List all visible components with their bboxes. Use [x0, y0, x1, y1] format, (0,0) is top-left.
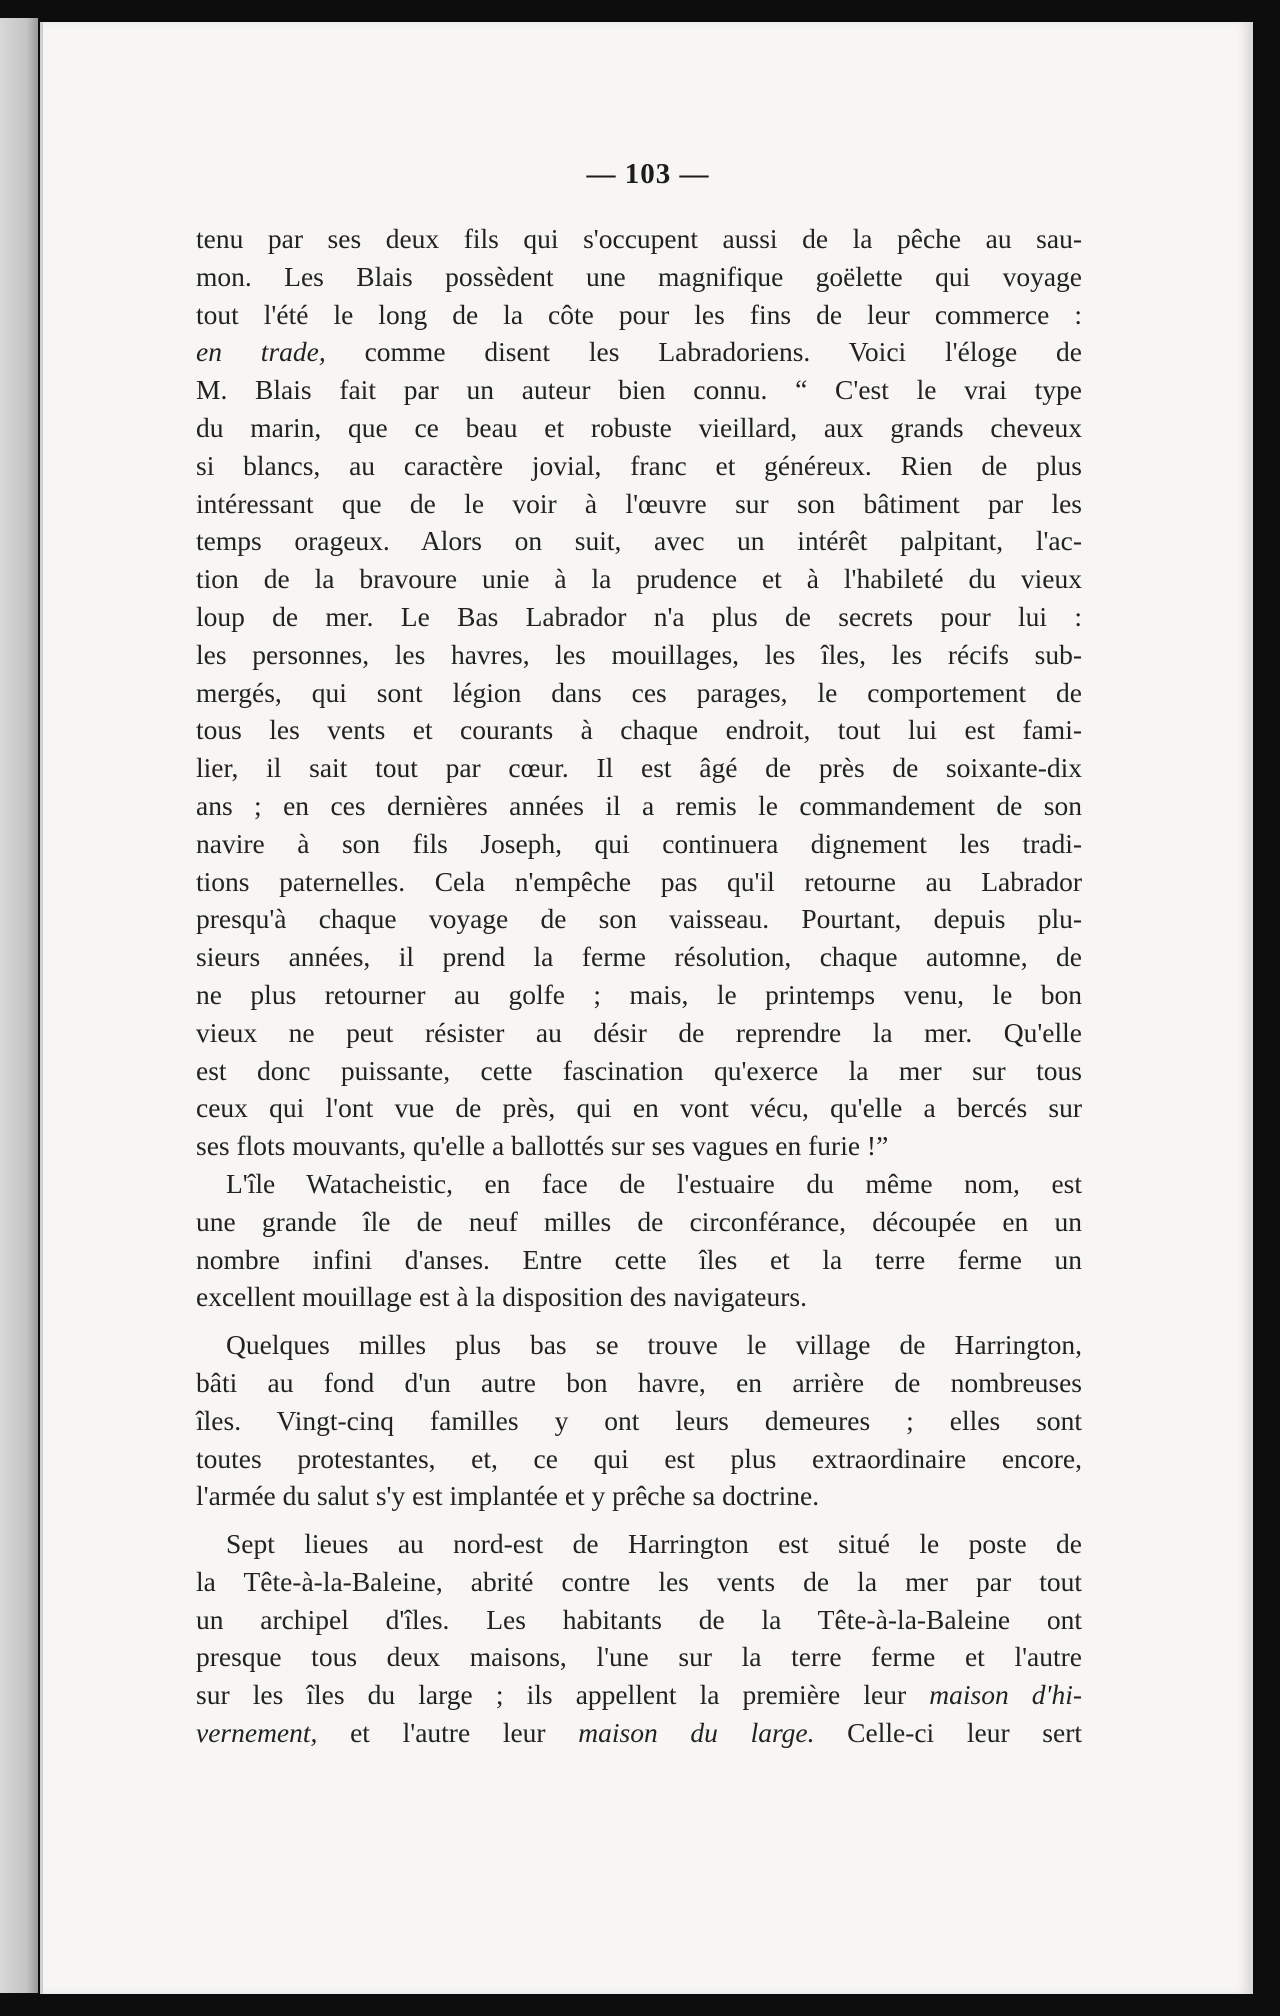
line-text: tions paternelles. Cela n'empêche pas qu'il retourne au Labrador	[196, 865, 1082, 897]
text-line	[196, 938, 1082, 976]
text-line	[196, 1014, 1082, 1052]
line-text: bâti au fond d'un autre bon havre, en arrière de nombreuses	[196, 1366, 1082, 1398]
line-text: sieurs années, il prend la ferme résolution, chaque automne, de	[196, 941, 1082, 973]
text-line	[196, 220, 1082, 258]
text-line	[196, 1402, 1082, 1440]
italic-text: maison du large.	[578, 1717, 815, 1749]
text-line	[196, 787, 1082, 825]
text-line	[196, 1052, 1082, 1090]
text-line	[196, 258, 1082, 296]
line-text: Quelques milles plus bas se trouve le village de Harrington,	[226, 1329, 1082, 1361]
text-line	[196, 749, 1082, 787]
line-text: les personnes, les havres, les mouillages, les îles, les récifs sub-	[196, 638, 1082, 670]
text-line	[196, 1326, 1082, 1364]
text-line	[196, 900, 1082, 938]
text-line	[196, 636, 1082, 674]
line-text: ne plus retourner au golfe ; mais, le printemps venu, le bon	[196, 978, 1082, 1010]
line-text: Sept lieues au nord-est de Harrington est situé le poste de	[226, 1528, 1082, 1560]
line-text: presqu'à chaque voyage de son vaisseau. Pourtant, depuis plu-	[196, 903, 1082, 935]
text-line	[196, 1203, 1082, 1241]
text-line	[196, 674, 1082, 712]
text-line	[196, 560, 1082, 598]
text-line	[196, 1364, 1082, 1402]
text-line	[196, 1440, 1082, 1478]
line-text: mon. Les Blais possèdent une magnifique goëlette qui voyage	[196, 260, 1082, 292]
book-page	[40, 22, 1253, 1994]
italic-text: maison d'hi-	[929, 1679, 1082, 1711]
line-text: tous les vents et courants à chaque endroit, tout lui est fami-	[196, 714, 1082, 746]
text-line	[196, 1601, 1082, 1639]
line-text: tion de la bravoure unie à la prudence et à l'habileté du vieux	[196, 563, 1082, 595]
text-line	[196, 1127, 1082, 1165]
line-text: intéressant que de le voir à l'œuvre sur son bâtiment par les	[196, 487, 1082, 519]
line-text: excellent mouillage est à la disposition des navigateurs.	[196, 1281, 807, 1313]
text-line	[196, 1676, 1082, 1714]
text-line	[196, 296, 1082, 334]
line-text: tout l'été le long de la côte pour les fins de leur commerce :	[196, 298, 1082, 330]
text-line	[196, 522, 1082, 560]
text-line	[196, 598, 1082, 636]
text-line	[196, 1089, 1082, 1127]
text-line	[196, 1563, 1082, 1601]
line-text: l'armée du salut s'y est implantée et y prêche sa doctrine.	[196, 1480, 820, 1512]
text-line	[196, 1165, 1082, 1203]
line-text: un archipel d'îles. Les habitants de la Tête-à-la-Baleine ont	[196, 1603, 1082, 1635]
line-text: ans ; en ces dernières années il a remis le commandement de son	[196, 789, 1082, 821]
line-text: M. Blais fait par un auteur bien connu. “ C'est le vrai type	[196, 374, 1082, 406]
line-text: la Tête-à-la-Baleine, abrité contre les vents de la mer par tout	[196, 1565, 1082, 1597]
text-line	[196, 1241, 1082, 1279]
line-text: nombre infini d'anses. Entre cette îles et la terre ferme un	[196, 1243, 1082, 1275]
text-line	[196, 711, 1082, 749]
line-text: presque tous deux maisons, l'une sur la terre ferme et l'autre	[196, 1641, 1082, 1673]
text-line	[196, 333, 1082, 371]
line-text: ses flots mouvants, qu'elle a ballottés sur ses vagues en furie !”	[196, 1130, 889, 1162]
line-text: comme disent les Labradoriens. Voici l'éloge de	[325, 336, 1082, 368]
text-line	[196, 447, 1082, 485]
line-text: vieux ne peut résister au désir de reprendre la mer. Qu'elle	[196, 1016, 1082, 1048]
line-text: et l'autre leur	[317, 1717, 579, 1749]
page-number: — 103 —	[586, 158, 710, 190]
italic-text: en trade,	[196, 336, 326, 368]
line-text: si blancs, au caractère jovial, franc et généreux. Rien de plus	[196, 449, 1082, 481]
text-line	[196, 1278, 1082, 1316]
line-text: loup de mer. Le Bas Labrador n'a plus de secrets pour lui :	[196, 600, 1082, 632]
line-text: du marin, que ce beau et robuste vieillard, aux grands cheveux	[196, 411, 1082, 443]
line-text: navire à son fils Joseph, qui continuera dignement les tradi-	[196, 827, 1082, 859]
line-text: lier, il sait tout par cœur. Il est âgé de près de soixante-dix	[196, 752, 1082, 784]
line-text: sur les îles du large ; ils appellent la première leur	[196, 1679, 930, 1711]
text-line	[196, 409, 1082, 447]
text-line	[196, 371, 1082, 409]
line-text: toutes protestantes, et, ce qui est plus extraordinaire encore,	[196, 1442, 1082, 1474]
text-line	[196, 976, 1082, 1014]
line-text: temps orageux. Alors on suit, avec un intérêt palpitant, l'ac-	[196, 525, 1082, 557]
text-line	[196, 485, 1082, 523]
line-text: une grande île de neuf milles de circonférance, découpée en un	[196, 1205, 1082, 1237]
line-text: L'île Watacheistic, en face de l'estuaire du même nom, est	[226, 1167, 1082, 1199]
previous-page-edge	[0, 18, 38, 1993]
text-line	[196, 1638, 1082, 1676]
line-text: ceux qui l'ont vue de près, qui en vont vécu, qu'elle a bercés sur	[196, 1092, 1082, 1124]
text-line	[196, 1525, 1082, 1563]
line-text: tenu par ses deux fils qui s'occupent aussi de la pêche au sau-	[196, 223, 1082, 254]
line-text: Celle-ci leur sert	[814, 1717, 1083, 1749]
text-line	[196, 863, 1082, 901]
text-line	[196, 1477, 1082, 1515]
text-line	[196, 1714, 1082, 1752]
italic-text: vernement,	[196, 1717, 318, 1749]
text-line	[196, 825, 1082, 863]
line-text: îles. Vingt-cinq familles y ont leurs demeures ; elles sont	[196, 1404, 1082, 1436]
line-text: est donc puissante, cette fascination qu'exerce la mer sur tous	[196, 1054, 1082, 1086]
line-text: mergés, qui sont légion dans ces parages, le comportement de	[196, 676, 1082, 708]
body-text	[196, 220, 1082, 1752]
